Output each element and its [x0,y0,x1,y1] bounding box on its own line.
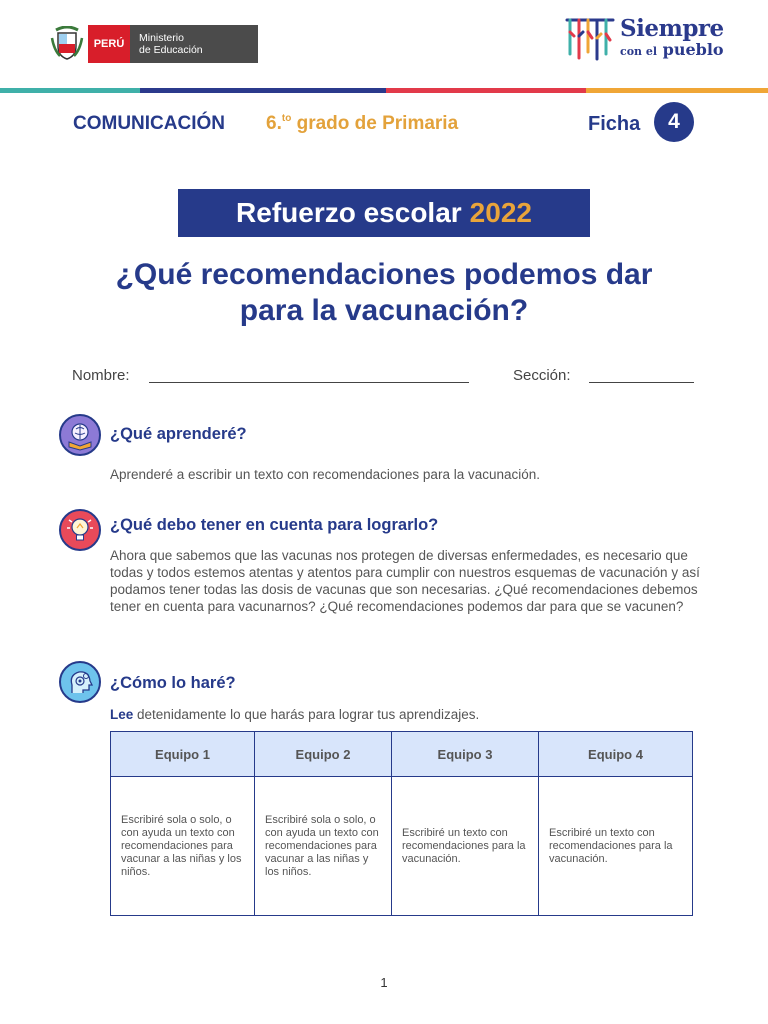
stripe-teal [0,88,140,93]
section-text-consider: Ahora que sabemos que las vacunas nos protegen de diversas enfermedades, es necesario que todas y todos estemos atentas y atentos para cumplir con nuestros esquemas de vacunación y así podamos tener todas las dosis de vacunas que son necesarias. ¿Qué recomendaciones debemos tener en cuenta para vacunarnos? ¿Qué recomendaciones podemos dar para que se vacunen? [110,548,700,614]
banner-year: 2022 [469,197,532,228]
grade-label: 6.$^{to}$ grado de Primaria [266,113,459,134]
peru-label: PERÚ [88,25,130,63]
page-number: 1 [380,975,388,990]
table-cell: Escribiré un texto con recomendaciones para la vacunación. [539,777,693,916]
table-header-cell: Equipo 3 [392,732,539,777]
table-header-cell: Equipo 2 [255,732,392,777]
stripe-blue [140,88,386,93]
section-text-learn: Aprenderé a escribir un texto con recomendaciones para la vacunación. [110,467,541,482]
ministry-logo [88,25,258,63]
section-field-line[interactable] [589,382,694,383]
lightbulb-icon [59,509,101,551]
section-text-how: Lee detenidamente lo que harás para lograr tus aprendizajes. [110,707,480,722]
table-cell: Escribiré un texto con recomendaciones para la vacunación. [392,777,539,916]
stripe-red [386,88,586,93]
page-title: ¿Qué recomendaciones podemos dar para la vacunación? [115,258,653,327]
lead-word: Lee [110,707,134,722]
section-label: Sección: [513,367,571,384]
program-banner [178,189,590,237]
color-stripe [0,88,768,93]
section-heading-consider: ¿Qué debo tener en cuenta para lograrlo? [110,516,439,534]
teams-table [110,731,693,916]
campaign-title: Siempre [620,15,724,42]
subject-area: COMUNICACIÓN [73,113,225,134]
table-header-cell: Equipo 4 [539,732,693,777]
section-heading-learn: ¿Qué aprenderé? [110,425,247,443]
banner-text: Refuerzo escolar [236,197,462,228]
coat-of-arms-icon [50,26,84,62]
stripe-orange [586,88,768,93]
ficha-label: Ficha [588,113,641,135]
table-cell: Escribiré sola o solo, o con ayuda un texto con recomendaciones para vacunar a las niñas y los niños. [255,777,392,916]
table-header-row [111,732,693,777]
brain-book-icon [59,414,101,456]
section-heading-how: ¿Cómo lo haré? [110,674,236,692]
name-label: Nombre: [72,367,130,384]
name-field-line[interactable] [149,382,469,383]
campaign-figures-icon [562,14,618,64]
ministry-name: Ministerio de Educación [130,25,258,63]
ficha-number-badge: 4 [654,102,694,142]
table-row [111,777,693,916]
table-cell: Escribiré sola o solo, o con ayuda un texto con recomendaciones para vacunar a las niñas y los niños. [111,777,255,916]
head-gears-icon [59,661,101,703]
campaign-subtitle: con el pueblo [620,40,724,59]
table-header-cell: Equipo 1 [111,732,255,777]
